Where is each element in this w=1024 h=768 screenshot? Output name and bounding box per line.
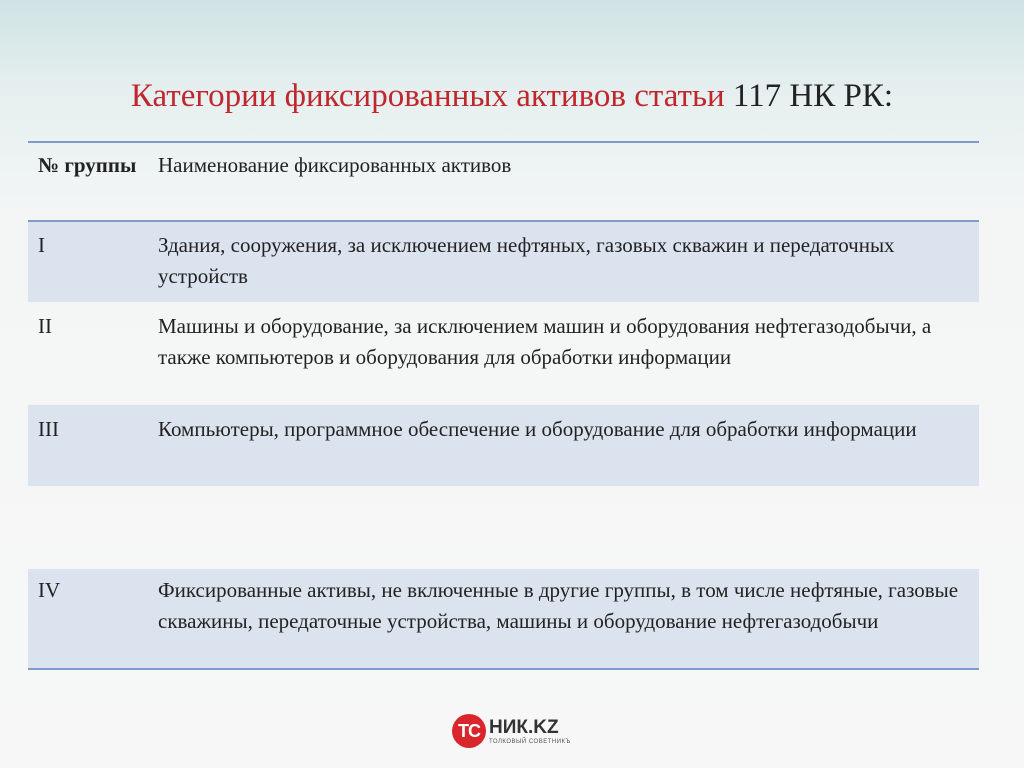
table-row (28, 222, 979, 302)
logo-mark: ТС (452, 714, 486, 748)
table-row (28, 302, 979, 405)
slide-title (0, 74, 1024, 118)
slide-title-ref: 117 НК РК: (732, 78, 894, 114)
header-asset-name: Наименование фиксированных активов (158, 153, 512, 177)
header-group-number: № группы (38, 153, 137, 177)
group-number-cell: III (38, 417, 59, 441)
asset-name-cell: Фиксированные активы, не включенные в другие группы, в том числе нефтяные, газовые скважины, передаточные устройства, машины и оборудование нефтегазодобычи (158, 578, 959, 633)
assets-table-continued (28, 569, 979, 670)
group-number-cell: I (38, 233, 45, 257)
site-logo (452, 712, 582, 752)
logo-tagline: ТОЛКОВЫЙ СОВЕТНИКЪ (489, 739, 571, 745)
asset-name-cell: Здания, сооружения, за исключением нефтяных, газовых скважин и передаточных устройств (158, 233, 895, 288)
logo-name: НИК.KZ (489, 717, 559, 738)
assets-table (28, 141, 979, 486)
asset-name-cell: Компьютеры, программное обеспечение и оборудование для обработки информации (158, 417, 917, 441)
slide-title-main: Категории фиксированных активов статьи (130, 78, 725, 114)
table-row (28, 405, 979, 486)
table-row (28, 569, 979, 670)
asset-name-cell: Машины и оборудование, за исключением машин и оборудования нефтегазодобычи, а также компьютеров и оборудования для обработки информации (158, 314, 932, 369)
group-number-cell: IV (38, 578, 61, 602)
table-header-row (28, 141, 979, 222)
group-number-cell: II (38, 314, 52, 338)
